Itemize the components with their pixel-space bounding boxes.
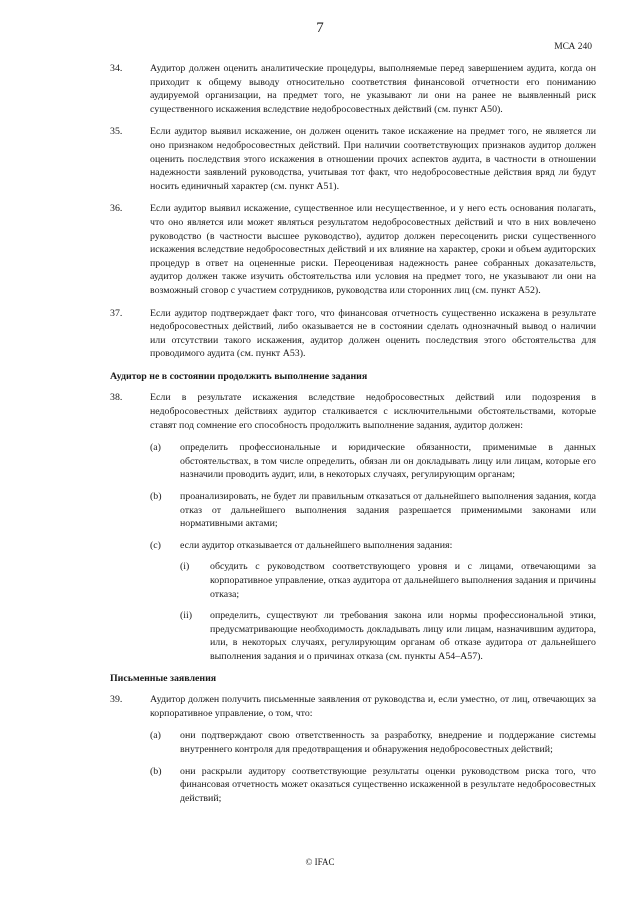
paragraph-39-a (110, 729, 596, 756)
item-label: (c) (150, 539, 161, 551)
paragraph-38-c-i (110, 560, 596, 601)
item-text: они раскрыли аудитору соответствующие результаты оценки руководством риска того, что финансовая отчетность может оказаться существенно искаженной в результате недобросовестных действий; (180, 765, 596, 804)
paragraph-36 (110, 202, 596, 297)
paragraph-38-b (110, 490, 596, 531)
item-label: (a) (150, 730, 161, 742)
item-text: обсудить с руководством соответствующего уровня и с лицами, отвечающими за корпоративное управление, отказ аудитора от дальнейшего выполнения задания и причины отказа; (210, 561, 596, 600)
paragraph-text: Аудитор должен оценить аналитические процедуры, выполняемые перед завершением аудита, когда он приходит к общему выводу относительно соответствия финансовой отчетности его пониманию аудируемой организации, на предмет того, не указывают ли они на ранее не выявленный риск существенного искажения вследствие недобросовестных действий (см. пункт A50). (150, 63, 596, 115)
paragraph-number: 35. (110, 126, 123, 138)
item-text: проанализировать, не будет ли правильным отказаться от дальнейшего выполнения задания, когда отказ от дальнейшего выполнения задания разрешается применимыми законами или нормативными актами; (180, 491, 596, 530)
paragraph-text: Аудитор должен получить письменные заявления от руководства и, если уместно, от лиц, отвечающих за корпоративное управление, о том, что: (150, 694, 596, 719)
section-heading-cannot-continue: Аудитор не в состоянии продолжить выполнение задания (110, 370, 368, 382)
paragraph-37 (110, 307, 596, 361)
paragraph-number: 36. (110, 203, 123, 215)
paragraph-38-c-ii (110, 609, 596, 663)
paragraph-39-b (110, 765, 596, 806)
item-label: (a) (150, 442, 161, 454)
paragraph-34 (110, 62, 596, 116)
paragraph-number: 34. (110, 63, 123, 74)
paragraph-35 (110, 125, 596, 193)
item-text: определить, существуют ли требования закона или нормы профессиональной этики, предусматривающие необходимость докладывать лицу или лицам, назначившим аудитора, или, в некоторых случаях, регулирующим органам об отказе аудитора от дальнейшего выполнения задания и о причинах отказа (см. пункты A54–A57). (210, 610, 596, 662)
paragraph-text: Если аудитор выявил искажение, он должен оценить такое искажение на предмет того, не является ли оно признаком недобросовестных действий. При наличии соответствующих признаков аудитор должен оценить последствия этого искажения в отношении прочих аспектов аудита, в частности в отношении надежности заявлений руководства, учитывая тот факт, что недобросовестные действия вряд ли будут носить единичный характер (см. пункт A51). (150, 126, 596, 192)
paragraph-number: 37. (110, 307, 123, 319)
item-label: (ii) (180, 610, 193, 622)
item-text: определить профессиональные и юридические обязанности, применимые в данных обстоятельствах, в том числе определить, обязан ли он докладывать лицу или лицам, которые его назначили проводить аудит, или, в некоторых случаях, регулирующим органам; (180, 442, 596, 481)
standard-code: МСА 240 (554, 42, 592, 52)
item-label: (b) (150, 765, 162, 777)
item-label: (i) (180, 561, 190, 573)
paragraph-38-c (110, 539, 596, 553)
paragraph-text: Если в результате искажения вследствие недобросовестных действий или подозрения в недобросовестных действиях аудитор сталкивается с исключительными обстоятельствами, которые ставят под сомнение его способность продолжить выполнение задания, аудитор должен: (150, 392, 596, 431)
paragraph-number: 39. (110, 694, 123, 706)
paragraph-text: Если аудитор подтверждает факт того, что финансовая отчетность существенно искажена в результате недобросовестных действий, либо оказывается не в состоянии сделать однозначный вывод о наличии или отсутствии такого искажения, аудитор должен оценить последствия этого обстоятельства для проводимого аудита (см. пункт A53). (150, 307, 596, 360)
paragraph-39 (110, 693, 596, 720)
item-text: если аудитор отказывается от дальнейшего выполнения задания: (180, 539, 453, 551)
paragraph-38-a (110, 441, 596, 482)
paragraph-38 (110, 391, 596, 432)
item-text: они подтверждают свою ответственность за разработку, внедрение и поддержание системы внутреннего контроля для предотвращения и обнаружения недобросовестных действий; (180, 730, 596, 755)
section-heading-written-representations: Письменные заявления (110, 672, 217, 684)
page-number: 7 (316, 20, 324, 36)
paragraph-text: Если аудитор выявил искажение, существенное или несущественное, и у него есть основания полагать, что оно является или может являться результатом недобросовестных действий и что в них вовлечено руководство (в частности высшее руководство), аудитор должен пересоценить риски существенного искажения вследствие недобросовестных действий и их влияние на характер, сроки и объем аудиторских процедур в ответ на оцененные риски. Переоценивая надежность ранее собранных доказательств, аудитор должен также изучить обстоятельства или условия на предмет того, не указывают ли они на возможный сговор с участием сотрудников, руководства или сторонних лиц (см. пункт A52). (150, 203, 596, 296)
paragraph-number: 38. (110, 392, 123, 404)
item-label: (b) (150, 491, 162, 503)
document-body (110, 62, 596, 813)
footer-copyright: © IFAC (305, 857, 335, 867)
